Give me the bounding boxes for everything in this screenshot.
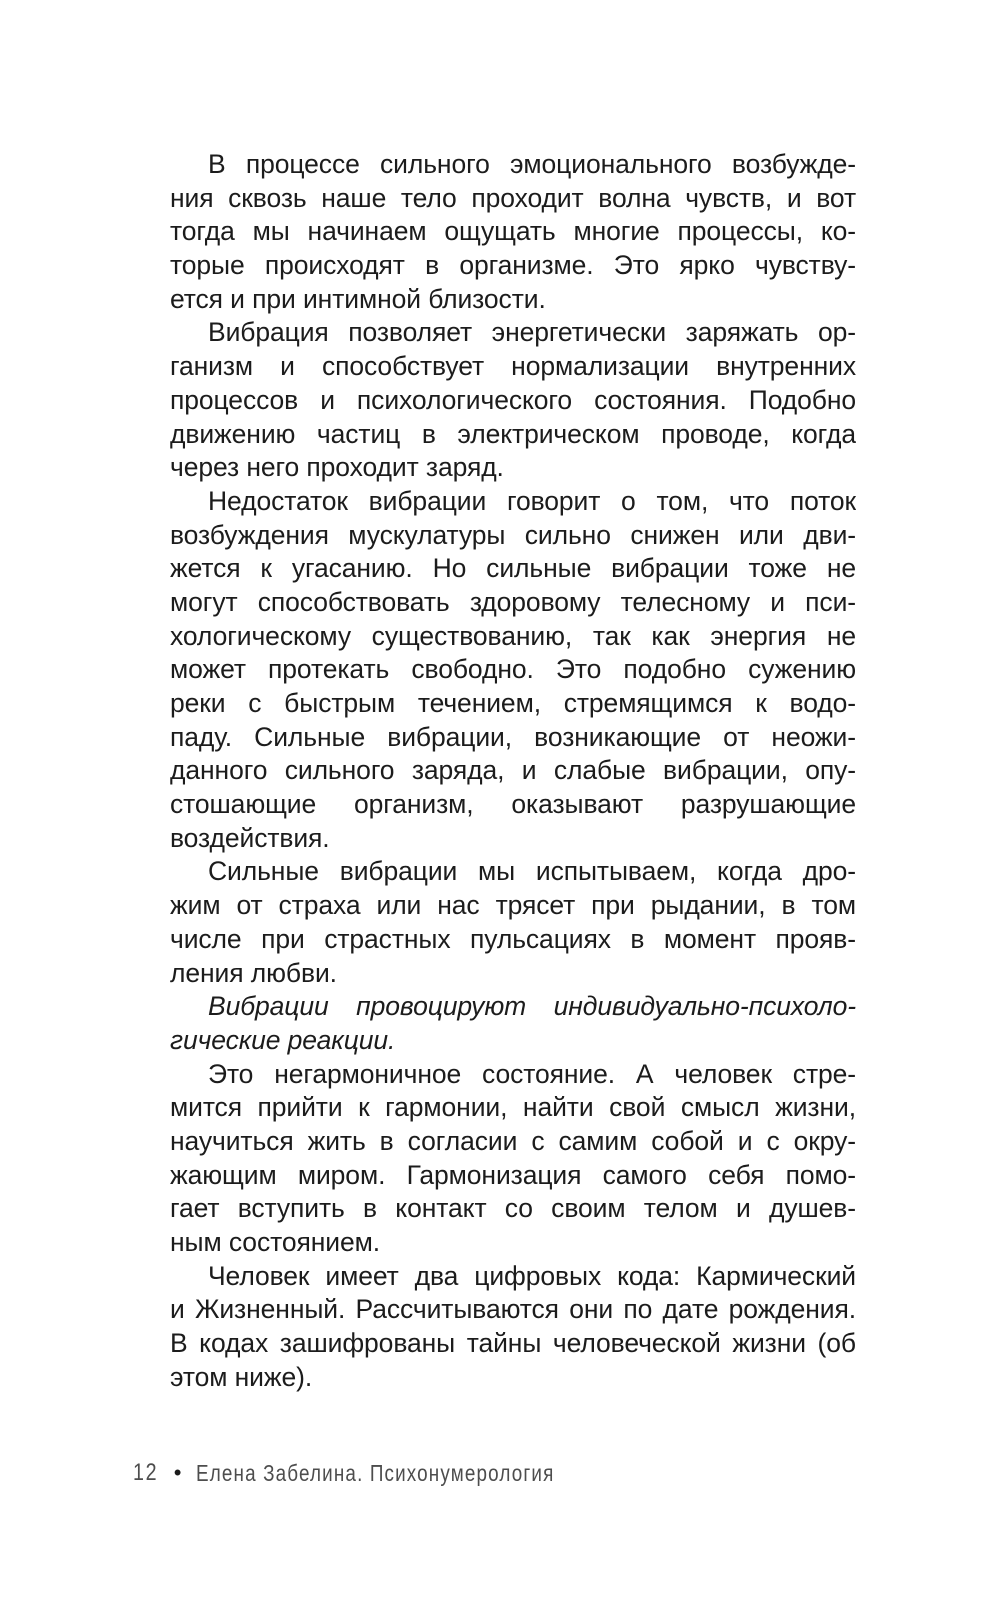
paragraph: [170, 855, 856, 990]
text-line: Сильные вибрации мы испытываем, когда дро-: [208, 856, 856, 887]
text-line: Вибрация позволяет энергетически заряжать ор-: [208, 317, 856, 348]
text-line: научиться жить в согласии с самим собой и с окру-: [170, 1125, 856, 1156]
bullet-separator-icon: •: [173, 1460, 182, 1485]
text-line: Человек имеет два цифровых кода: Кармический: [208, 1260, 856, 1291]
text-line: гает вступить в контакт со своим телом и душев-: [170, 1193, 856, 1224]
text-line: процессов и психологического состояния. Подобно: [170, 384, 856, 415]
running-title: Елена Забелина. Психонумерология: [196, 1459, 555, 1486]
text-line: ния сквозь наше тело проходит волна чувств, и вот: [170, 182, 856, 213]
text-line: Недостаток вибрации говорит о том, что поток: [208, 485, 856, 516]
page-number: 12: [133, 1459, 159, 1486]
text-line: через него проходит заряд.: [170, 452, 504, 483]
paragraph: [170, 148, 856, 316]
text-line: тогда мы начинаем ощущать многие процессы, ко-: [170, 216, 856, 247]
text-line: возбуждения мускулатуры сильно снижен или дви-: [170, 519, 856, 550]
text-line: ганизм и способствует нормализации внутренних: [170, 351, 856, 382]
text-line: торые происходят в организме. Это ярко чувству-: [170, 250, 856, 281]
text-line: ления любви.: [170, 957, 337, 988]
text-line: этом ниже).: [170, 1361, 313, 1392]
text-line: жим от страха или нас трясет при рыдании, в том: [170, 890, 856, 921]
text-line: жающим миром. Гармонизация самого себя помо-: [170, 1159, 856, 1190]
text-line: может протекать свободно. Это подобно сужению: [170, 654, 856, 685]
text-line: стошающие организм, оказывают разрушающие: [170, 789, 856, 820]
text-line: числе при страстных пульсациях в момент прояв-: [170, 923, 856, 954]
text-line: В кодах зашифрованы тайны человеческой жизни (об: [170, 1328, 856, 1359]
text-line: воздействия.: [170, 822, 330, 853]
text-line: данного сильного заряда, и слабые вибрации, опу-: [170, 755, 856, 786]
paragraph: [170, 485, 856, 856]
paragraph: [170, 1058, 856, 1260]
text-line: движению частиц в электрическом проводе, когда: [170, 418, 856, 449]
text-line: мится прийти к гармонии, найти свой смысл жизни,: [170, 1092, 856, 1123]
paragraph: [170, 990, 856, 1057]
page-footer: [133, 1458, 634, 1488]
text-line: ется и при интимной близости.: [170, 283, 546, 314]
text-line: хологическому существованию, так как энергия не: [170, 620, 856, 651]
text-line: В процессе сильного эмоционального возбужде-: [208, 149, 856, 179]
text-line: реки с быстрым течением, стремящимся к водо-: [170, 688, 856, 718]
text-line: Это негармоничное состояние. А человек стре-: [208, 1058, 856, 1089]
text-line: ным состоянием.: [170, 1227, 380, 1257]
text-line: гические реакции.: [170, 1024, 396, 1055]
text-line: Вибрации провоцируют индивидуально-психоло-: [208, 991, 856, 1022]
text-line: жется к угасанию. Но сильные вибрации тоже не: [170, 553, 856, 584]
text-line: паду. Сильные вибрации, возникающие от неожи-: [170, 721, 856, 752]
text-block: [170, 148, 856, 1394]
text-line: и Жизненный. Рассчитываются они по дате рождения.: [170, 1294, 856, 1325]
paragraph: [170, 1260, 856, 1395]
paragraph: [170, 316, 856, 484]
text-line: могут способствовать здоровому телесному и пси-: [170, 586, 856, 617]
